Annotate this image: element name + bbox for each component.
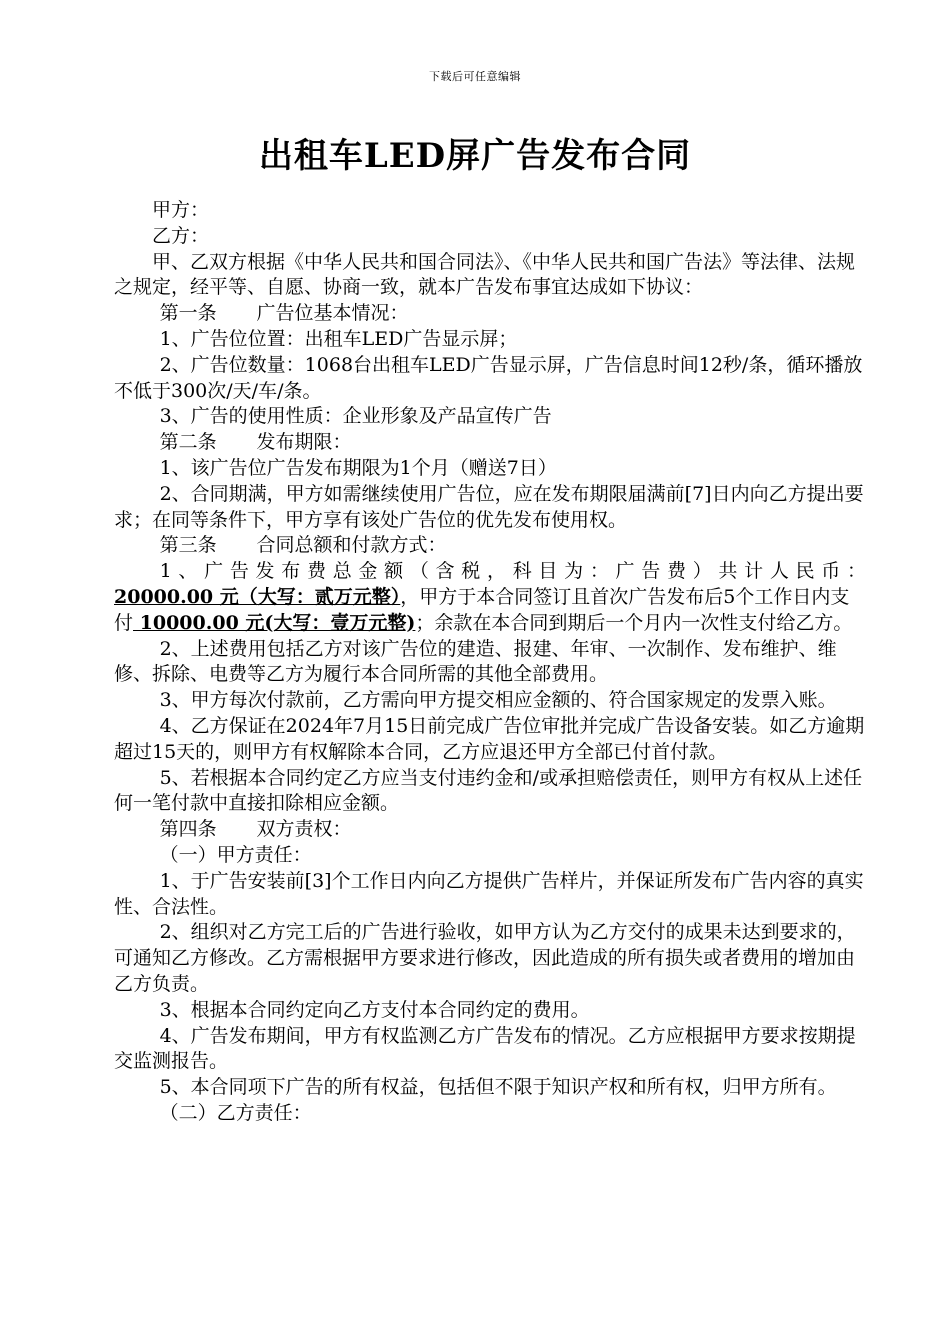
article-title: 双方责权：	[256, 818, 352, 841]
article-1-item: 2、广告位数量：1068台出租车LED广告显示屏，广告信息时间12秒/条，循环播放不低于300次/天/车/条。	[114, 353, 863, 402]
article-3-item: 2、上述费用包括乙方对该广告位的建造、报建、年审、一次制作、发布维护、维修、拆除、电费等乙方为履行本合同所需的其他全部费用。	[114, 637, 837, 686]
article-number: 第四条	[159, 818, 217, 841]
article-3-heading	[114, 533, 866, 559]
party-a-duty-item: 5、本合同项下广告的所有权益，包括但不限于知识产权和所有权，归甲方所有。	[159, 1076, 837, 1099]
article-4-heading	[114, 817, 866, 843]
total-amount: 20000.00 元（大写：贰万元整）	[114, 585, 401, 608]
article-number: 第二条	[159, 431, 217, 454]
intro-paragraph: 甲、乙双方根据《中华人民共和国合同法》、《中华人民共和国广告法》等法律、法规之规定，经平等、自愿、协商一致，就本广告发布事宜达成如下协议：	[114, 250, 856, 299]
payment-terms: ，甲方于本合同签订且首次广告发布后5个工作日内支付	[114, 585, 850, 634]
article-3-item: 4、乙方保证在2024年7月15日前完成广告位审批并完成广告设备安装。如乙方逾期超过15天的，则甲方有权解除本合同，乙方应退还甲方全部已付首付款。	[114, 714, 865, 763]
party-a-duty-item: 1、于广告安装前[3]个工作日内向乙方提供广告样片，并保证所发布广告内容的真实性、合法性。	[114, 869, 864, 918]
balance-terms: ；余款在本合同到期后一个月内一次性支付给乙方。	[415, 611, 853, 634]
party-a-duty-item: 3、根据本合同约定向乙方支付本合同约定的费用。	[159, 998, 590, 1021]
article-1-item: 1、广告位位置：出租车LED广告显示屏；	[159, 327, 518, 350]
article-1-item: 3、广告的使用性质：企业形象及产品宣传广告	[159, 405, 552, 428]
article-3-item-1-line1: 1、广告发布费总金额（含税，科目为：广告费）共计人民币：	[159, 560, 866, 583]
article-3-item: 5、若根据本合同约定乙方应当支付违约金和/或承担赔偿责任，则甲方有权从上述任何一笔付款中直接扣除相应金额。	[114, 766, 863, 815]
first-payment-amount: 10000.00 元(大写：壹万元整)	[133, 611, 416, 634]
party-a-duty-item: 4、广告发布期间，甲方有权监测乙方广告发布的情况。乙方应根据甲方要求按期提交监测报告。	[114, 1024, 856, 1073]
article-3-item-1-rest	[114, 585, 866, 637]
article-number: 第一条	[159, 302, 217, 325]
party-b-line: 乙方：	[152, 224, 210, 247]
article-title: 合同总额和付款方式：	[256, 534, 447, 557]
header-note: 下载后可任意编辑	[429, 70, 521, 83]
party-a-duty-item: 2、组织对乙方完工后的广告进行验收，如甲方认为乙方交付的成果未达到要求的，可通知乙方修改。乙方需根据甲方要求进行修改，因此造成的所有损失或者费用的增加由乙方负责。	[114, 921, 856, 995]
document-title: 出租车LED屏广告发布合同	[258, 136, 692, 176]
article-2-heading	[114, 430, 866, 456]
contract-body	[114, 198, 866, 1127]
article-1-heading	[114, 301, 866, 327]
article-title: 广告位基本情况：	[256, 302, 409, 325]
party-a-duties-heading: （一）甲方责任：	[159, 843, 312, 866]
article-number: 第三条	[159, 534, 217, 557]
article-2-item: 1、该广告位广告发布期限为1个月（赠送7日）	[159, 456, 557, 479]
party-a-line: 甲方：	[152, 199, 210, 221]
party-b-duties-heading: （二）乙方责任：	[159, 1101, 312, 1124]
article-title: 发布期限：	[256, 431, 352, 454]
article-2-item: 2、合同期满，甲方如需继续使用广告位，应在发布期限届满前[7]日内向乙方提出要求；在同等条件下，甲方享有该处广告位的优先发布使用权。	[114, 482, 864, 531]
article-3-item: 3、甲方每次付款前，乙方需向甲方提交相应金额的、符合国家规定的发票入账。	[159, 689, 837, 712]
